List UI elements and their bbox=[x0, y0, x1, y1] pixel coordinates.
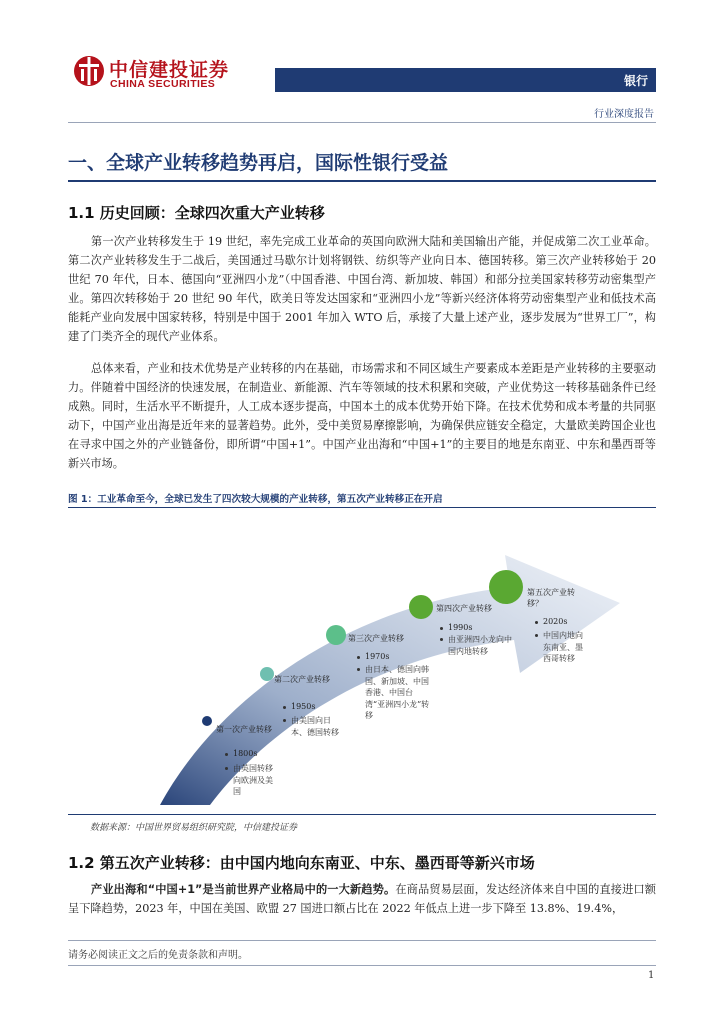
bullet-icon bbox=[283, 719, 286, 722]
stage-2-title: 第二次产业转移 bbox=[274, 675, 330, 684]
bullet-icon bbox=[357, 656, 360, 659]
figure-bottom-rule bbox=[68, 814, 656, 815]
stage-1-desc: 由英国转移向欧洲及美国 bbox=[225, 763, 273, 798]
logo-text-en: CHINA SECURITIES bbox=[110, 78, 216, 90]
bullet-icon bbox=[535, 621, 538, 624]
bullet-icon bbox=[225, 753, 228, 756]
logo-text-cn: 中信建投证券 bbox=[109, 59, 230, 81]
bullet-icon bbox=[283, 706, 286, 709]
page-divider bbox=[68, 965, 656, 966]
header-divider bbox=[68, 122, 656, 123]
bullet-icon bbox=[535, 634, 538, 637]
stage-3-desc: 由日本、德国向韩国、新加坡、中国香港、中国台湾“亚洲四小龙”转移 bbox=[357, 664, 433, 722]
stage-1-title: 第一次产业转移 bbox=[216, 725, 272, 734]
stage-dot-1 bbox=[202, 716, 212, 726]
stage-4-desc: 由亚洲四小龙向中国内地转移 bbox=[440, 634, 514, 657]
paragraph-history: 第一次产业转移发生于 19 世纪，率先完成工业革命的英国向欧洲大陆和美国输出产能，并促成第二次工业革命。第二次产业转移发生于二战后，美国通过马歇尔计划将钢铁、纺织等产业向日本、德国转移。第三次产业转移始于 20 世纪 70 年代，日本、德国向“亚洲四小龙”（中国香港、中国台湾、新加坡、韩国）和部分拉美国家转移劳动密集型产业。第四次转移始于 20 世纪 90 年代，欧美日等发达国家和“亚洲四小龙”等新兴经济体将劳动密集型产业和低技术高能耗产业向发展中国家转移，特别是中国于 2001 年加入 WTO 后，承接了大量上述产业，逐步发展为“世界工厂”，构建了门类齐全的现代产业体系。 bbox=[68, 235, 656, 343]
disclaimer-notice: 请务必阅读正文之后的免责条款和声明。 bbox=[68, 950, 248, 961]
stage-5-title: 第五次产业转移？ bbox=[527, 588, 575, 608]
figure-top-rule bbox=[68, 507, 656, 508]
stage-5-desc: 中国内地向东南亚、墨西哥转移 bbox=[535, 630, 587, 665]
stage-1-year: 1800s bbox=[225, 749, 257, 758]
stage-dot-3 bbox=[326, 625, 346, 645]
stage-dot-4 bbox=[409, 595, 433, 619]
stage-dot-5 bbox=[489, 570, 523, 604]
stage-3-title: 第三次产业转移 bbox=[348, 634, 404, 643]
stage-4-title: 第四次产业转移 bbox=[436, 604, 492, 613]
paragraph-drivers: 总体来看，产业和技术优势是产业转移的内在基础，市场需求和不同区域生产要素成本差距是产业转移的主要驱动力。伴随着中国经济的快速发展，在制造业、新能源、汽车等领域的技术积累和突破，产业优势这一转移基础条件已经成熟。同时，生活水平不断提升，人工成本逐步提高，中国本土的成本优势开始下降。在技术优势和成本考量的共同驱动下，中国产业出海是近年来的显著趋势。此外，受中美贸易摩擦影响，为确保供应链安全稳定，大量欧美跨国企业也在寻求中国之外的产业链备份，即所谓“中国+1”。中国产业出海和“中国+1”的主要目的地是东南亚、中东和墨西哥等新兴市场。 bbox=[68, 362, 656, 470]
sector-band bbox=[275, 68, 656, 92]
bullet-icon bbox=[357, 668, 360, 671]
paragraph-body: 在商品贸易层面，发达经济体来自中国的直接进口额呈下降趋势，2023 年，中国在美国、欧盟 27 国进口额占比在 2022 年低点上进一步下降至 13.8%、19.4%， bbox=[68, 883, 656, 915]
stage-2-desc: 由美国向日本、德国转移 bbox=[283, 715, 343, 738]
sector-label: 银行 bbox=[623, 74, 648, 88]
paragraph-fifth-transfer bbox=[68, 880, 656, 918]
bullet-icon bbox=[440, 638, 443, 641]
subsection-title-1-1: 1.1 历史回顾：全球四次重大产业转移 bbox=[68, 204, 325, 222]
stage-3-year: 1970s bbox=[357, 652, 389, 661]
section-title: 一、全球产业转移趋势再启，国际性银行受益 bbox=[68, 152, 449, 174]
report-type-label: 行业深度报告 bbox=[594, 109, 654, 120]
stage-2-year: 1950s bbox=[283, 702, 315, 711]
citic-emblem-icon bbox=[73, 52, 105, 90]
figure-source: 数据来源：中国世界贸易组织研究院，中信建投证券 bbox=[90, 823, 298, 833]
stage-dot-2 bbox=[260, 667, 274, 681]
company-logo bbox=[73, 52, 233, 92]
bullet-icon bbox=[225, 767, 228, 770]
page-number: 1 bbox=[648, 970, 655, 981]
subsection-title-1-2: 1.2 第五次产业转移：由中国内地向东南亚、中东、墨西哥等新兴市场 bbox=[68, 854, 535, 872]
paragraph-lead-bold: 产业出海和“中国+1”是当前世界产业格局中的一大新趋势。 bbox=[91, 883, 396, 896]
figure-title: 图 1：工业革命至今，全球已发生了四次较大规模的产业转移，第五次产业转移正在开启 bbox=[68, 494, 443, 505]
stage-5-year: 2020s bbox=[535, 617, 567, 626]
section-title-underline bbox=[68, 180, 656, 182]
stage-4-year: 1990s bbox=[440, 623, 472, 632]
bullet-icon bbox=[440, 627, 443, 630]
footer-divider bbox=[68, 940, 656, 941]
